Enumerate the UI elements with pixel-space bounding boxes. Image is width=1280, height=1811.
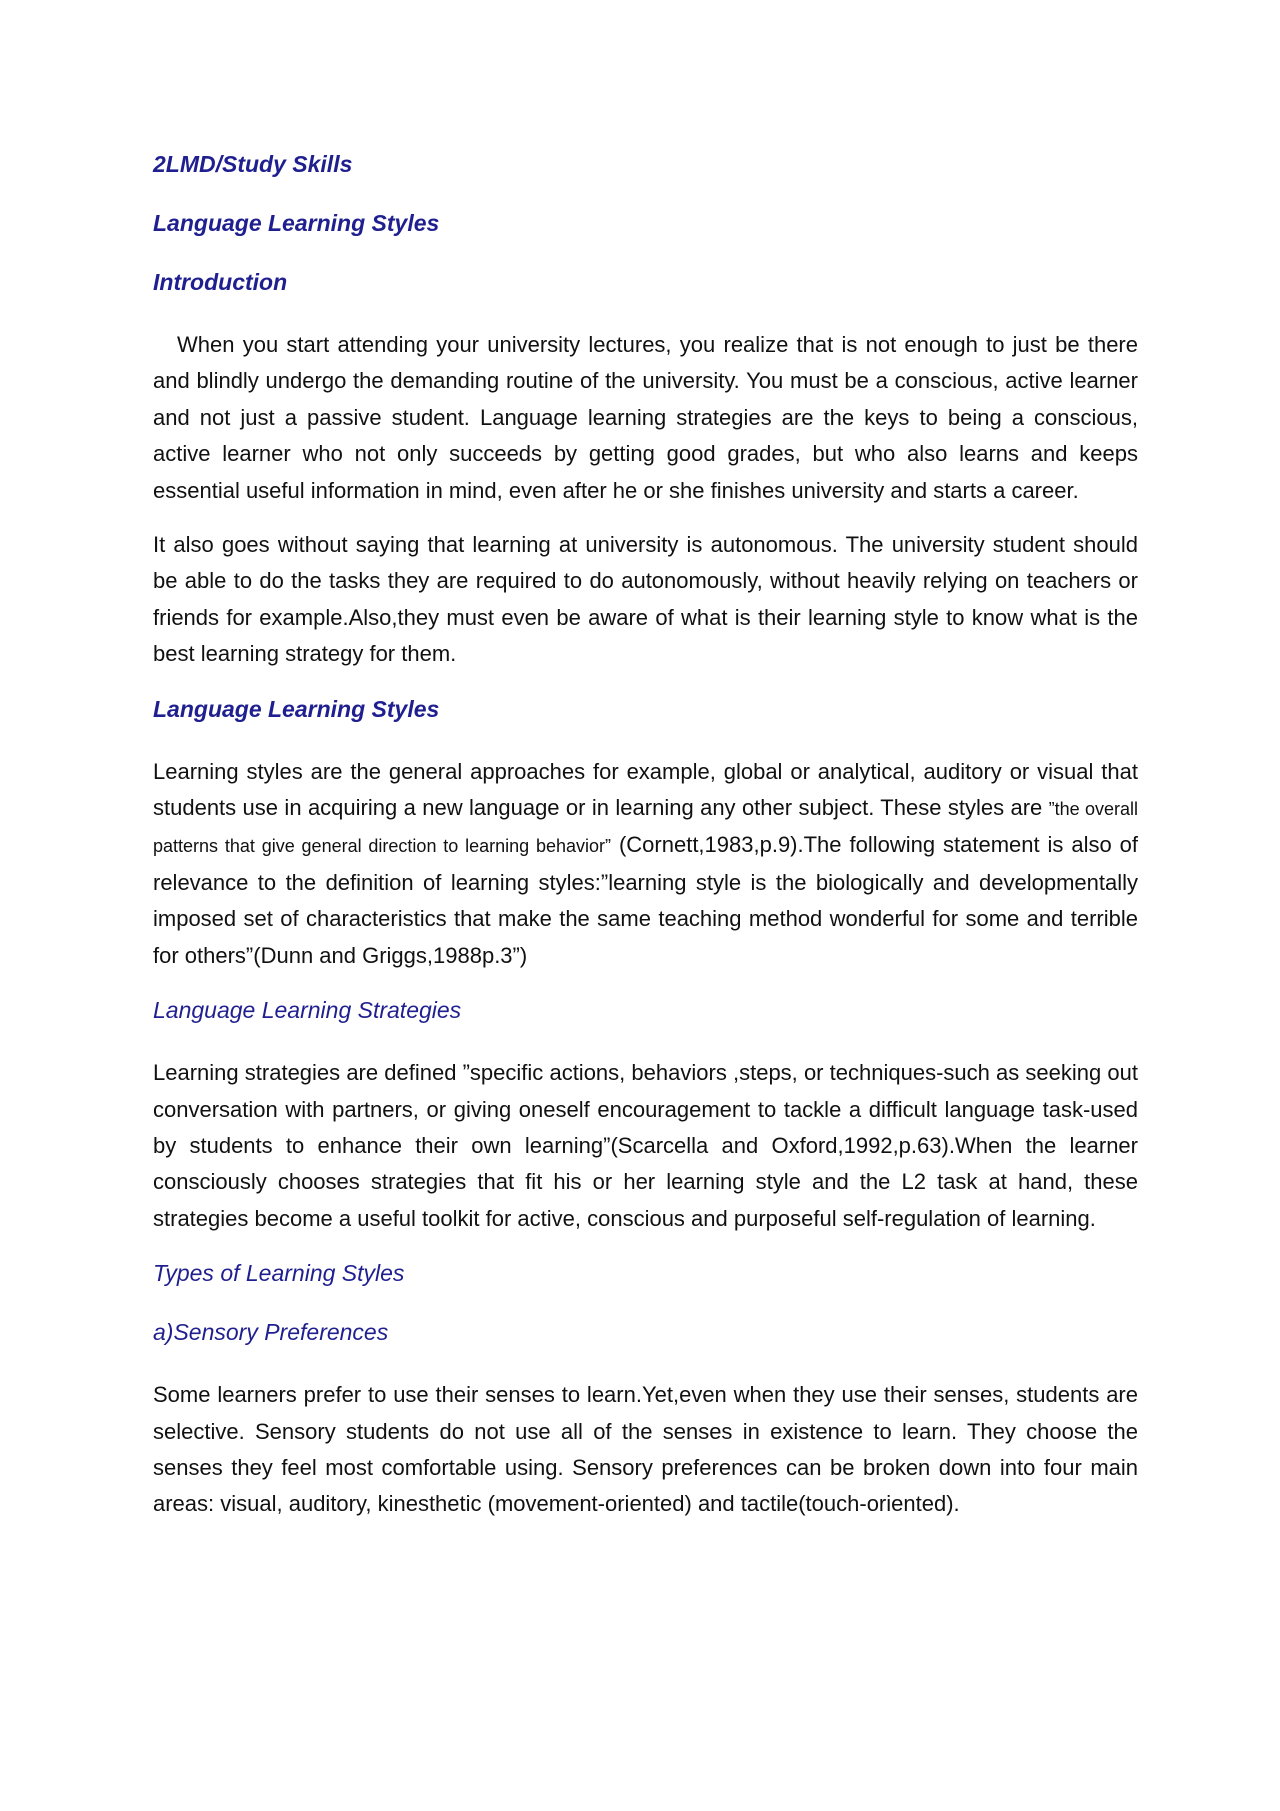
document-title: Language Learning Styles — [153, 210, 440, 236]
types-of-styles-heading: Types of Learning Styles — [153, 1260, 405, 1287]
learning-styles-quote: ”the overall patterns that give general direction to learning behavior” — [153, 799, 1138, 857]
introduction-heading: Introduction — [153, 269, 288, 295]
sensory-preferences-heading: a)Sensory Preferences — [153, 1319, 389, 1346]
learning-styles-text-part1: Learning styles are the general approaches for example, global or analytical, auditory or visual that students use in acquiring a new language or in learning any other subject. These styles are — [153, 758, 1138, 821]
introduction-paragraph-1: When you start attending your university lectures, you realize that is not enough to just be there and blindly undergo the demanding routine of the university. You must be a conscious, active learner and not just a passive student. Language learning strategies are the keys to being a conscious, active learner who not only succeeds by getting good grades, but who also learns and keeps essential useful information in mind, even after he or she finishes university and starts a career. — [153, 332, 1138, 503]
introduction-paragraph-2: It also goes without saying that learning at university is autonomous. The university student should be able to do the tasks they are required to do autonomously, without heavily relying on teachers or friends for example.Also,they must even be aware of what is their learning style to know what is the best learning strategy for them. — [153, 532, 1138, 667]
learning-styles-text-part2: (Cornett,1983,p.9).The following statement is also of relevance to the definition of learning styles:”learning style is the biologically and developmentally imposed set of characteristics that make the same teaching method wonderful for some and terrible for others”(Dunn and Griggs,1988p.3”) — [153, 832, 1139, 968]
sensory-preferences-paragraph: Some learners prefer to use their senses to learn.Yet,even when they use their senses, students are selective. Sensory students do not use all of the senses in existence to learn. They choose the senses they feel most comfortable using. Sensory preferences can be broken down into four main areas: visual, auditory, kinesthetic (movement-oriented) and tactile(touch-oriented). — [153, 1382, 1138, 1517]
learning-styles-heading: Language Learning Styles — [153, 695, 440, 722]
learning-styles-paragraph — [153, 754, 1138, 974]
learning-strategies-heading: Language Learning Strategies — [153, 997, 462, 1024]
document-content — [153, 150, 1138, 1541]
learning-strategies-paragraph: Learning strategies are defined ”specific actions, behaviors ,steps, or techniques-such as seeking out conversation with partners, or giving oneself encouragement to tackle a difficult language task-used by students to enhance their own learning”(Scarcella and Oxford,1992,p.63).When the learner consciously chooses strategies that fit his or her learning style and the L2 task at hand, these strategies become a useful toolkit for active, conscious and purposeful self-regulation of learning. — [153, 1060, 1138, 1231]
course-header: 2LMD/Study Skills — [153, 151, 353, 177]
